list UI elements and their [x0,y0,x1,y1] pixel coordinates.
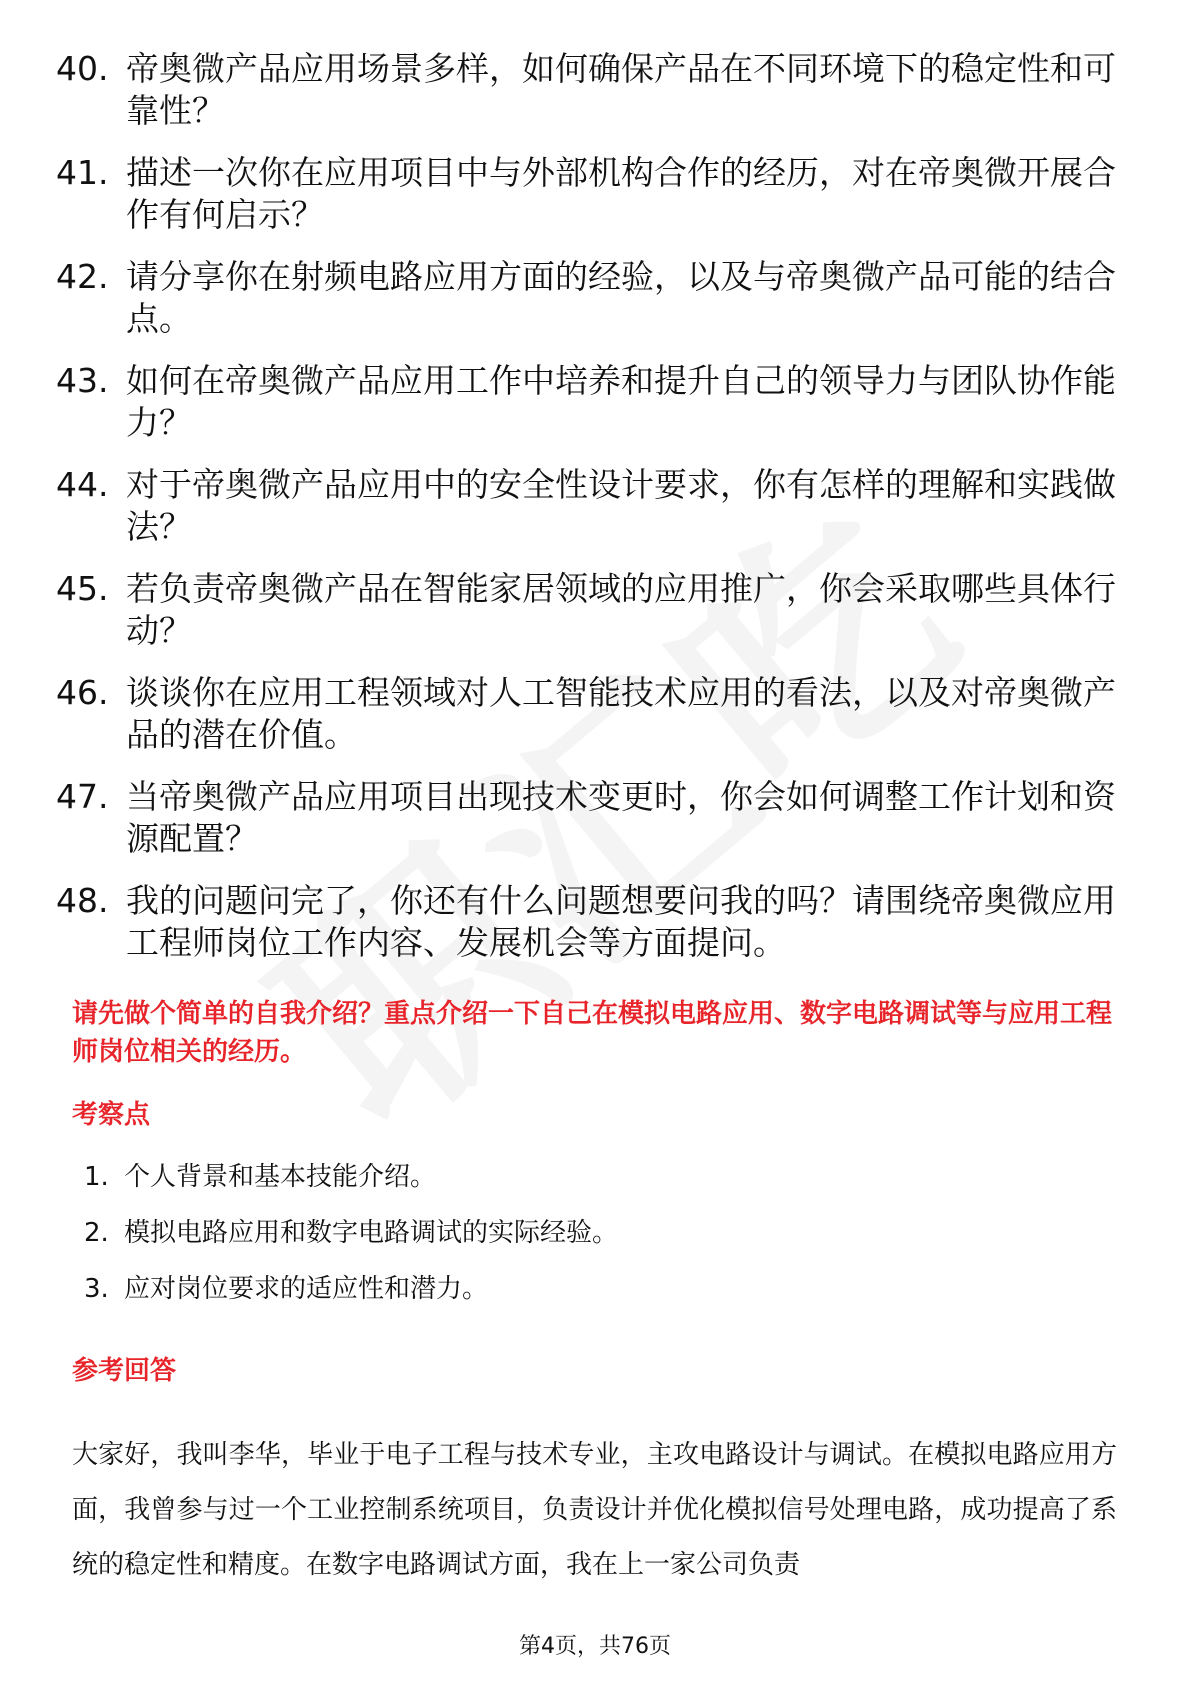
list-item [56,152,1116,236]
question-number: 43. [56,361,109,400]
reference-answer-text: 大家好，我叫李华，毕业于电子工程与技术专业，主攻电路设计与调试。在模拟电路应用方面，我曾参与过一个工业控制系统项目，负责设计并优化模拟信号处理电路，成功提高了系统的稳定性和精度。在数字电路调试方面，我在上一家公司负责 [72,1440,1117,1580]
question-number: 44. [56,465,109,504]
point-text: 个人背景和基本技能介绍。 [124,1162,437,1192]
question-number: 47. [56,777,109,816]
question-text: 请分享你在射频电路应用方面的经验，以及与帝奥微产品可能的结合点。 [126,257,1116,338]
point-text: 应对岗位要求的适应性和潜力。 [124,1274,489,1304]
point-number: 2. [84,1218,109,1248]
list-item [56,360,1116,444]
question-text: 我的问题问完了，你还有什么问题想要问我的吗？请围绕帝奥微应用工程师岗位工作内容、发展机会等方面提问。 [126,881,1116,962]
question-number: 41. [56,153,109,192]
question-text: 若负责帝奥微产品在智能家居领域的应用推广，你会采取哪些具体行动？ [126,569,1116,650]
point-number: 1. [84,1162,109,1192]
check-points-heading: 考察点 [72,1100,151,1130]
reference-answer-heading: 参考回答 [72,1356,177,1386]
list-item [84,1160,618,1194]
question-text: 描述一次你在应用项目中与外部机构合作的经历，对在帝奥微开展合作有何启示？ [126,153,1116,234]
question-number: 42. [56,257,109,296]
question-text: 如何在帝奥微产品应用工作中培养和提升自己的领导力与团队协作能力？ [126,361,1116,442]
list-item [84,1216,618,1250]
list-item [56,256,1116,340]
question-list [56,48,1116,984]
list-item [56,880,1116,964]
question-text: 当帝奥微产品应用项目出现技术变更时，你会如何调整工作计划和资源配置？ [126,777,1116,858]
point-text: 模拟电路应用和数字电路调试的实际经验。 [124,1218,619,1248]
question-text: 帝奥微产品应用场景多样，如何确保产品在不同环境下的稳定性和可靠性？ [126,49,1116,130]
question-number: 45. [56,569,109,608]
page-footer: 第4页，共76页 [519,1634,671,1659]
list-item [56,776,1116,860]
question-number: 40. [56,49,109,88]
list-item [56,672,1116,756]
check-points-list [84,1160,618,1328]
question-number: 48. [56,881,109,920]
list-item [56,464,1116,548]
point-number: 3. [84,1274,109,1304]
list-item [56,568,1116,652]
highlight-question: 请先做个简单的自我介绍？重点介绍一下自己在模拟电路应用、数字电路调试等与应用工程师岗位相关的经历。 [72,999,1113,1067]
question-text: 谈谈你在应用工程领域对人工智能技术应用的看法，以及对帝奥微产品的潜在价值。 [126,673,1116,754]
list-item [56,48,1116,132]
list-item [84,1272,618,1306]
question-text: 对于帝奥微产品应用中的安全性设计要求，你有怎样的理解和实践做法？ [126,465,1116,546]
question-number: 46. [56,673,109,712]
